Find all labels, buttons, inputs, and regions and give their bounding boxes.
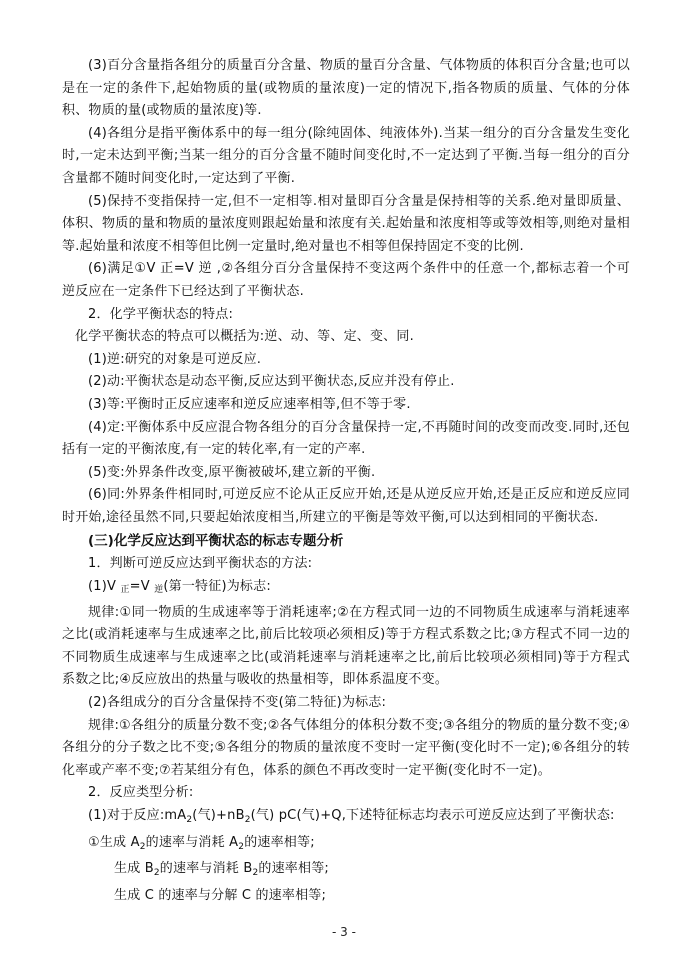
subscript: 2 [244, 815, 251, 825]
reaction-statement [62, 805, 630, 832]
feature-1: (1)逆:研究的对象是可逆反应. [88, 351, 262, 367]
feature-3: (3)等:平衡时正反应速率和逆反应速率相等,但不等于零. [88, 396, 411, 412]
feature-2: (2)动:平衡状态是动态平衡,反应达到平衡状态,反应并没有停止. [88, 374, 455, 390]
subscript-reverse: 逆 [154, 585, 164, 596]
feature-4: (4)定:平衡体系中反应混合物各组分的百分含量保持一定,不再随时间的改变而改变.同时,还包括有一定的平衡浓度,有一定的转化率,有一定的产率. [62, 419, 630, 458]
condition-part: 的速率与消耗 A [145, 834, 239, 850]
subscript: 2 [139, 841, 146, 852]
paragraph-4: (4)各组分是指平衡体系中的每一组分(除纯固体、纯液体外).当某一组分的百分含量发生变化时,一定未达到平衡;当某一组分的百分含量不随时间变化时,不一定达到了平衡.当每一组分的百分含量都不随时间变化时,一定达到了平衡. [62, 125, 630, 186]
condition-part: 的速率与消耗 B [159, 861, 253, 877]
reaction-part: (气) pC(气)+Q,下述特征标志均表示可逆反应达到了平衡状态: [250, 808, 615, 823]
subscript: 2 [252, 868, 259, 879]
feature-6: (6)同:外界条件相同时,可逆反应不论从正反应开始,还是从逆反应开始,还是正反应和逆反应同时开始,途径虽然不同,只要起始浓度相当,所建立的平衡是等效平衡,可以达到相同的平衡状态. [62, 487, 630, 525]
method-2-criterion: (2)各组成分的百分含量保持不变(第二特征)为标志: [88, 695, 387, 711]
section-2-title: 2．化学平衡状态的特点: [88, 306, 234, 322]
criterion-equals: =V [129, 579, 155, 595]
reaction-part: (气)+nB [192, 808, 245, 823]
condition-part: 生成 B [114, 861, 154, 877]
paragraph-3: (3)百分含量指各组分的质量百分含量、物质的量百分含量、气体物质的体积百分含量;也可以是在一定的条件下,起始物质的量(或物质的量浓度)一定的情况下,指各物质的质量、气体的分体积、物质的量(或物质的量浓度)等. [62, 58, 630, 119]
condition-part: 的速率相等; [244, 834, 315, 850]
document-body [62, 55, 630, 907]
subscript: 2 [153, 868, 160, 879]
rule-2: 规律:①各组分的质量分数不变;②各气体组分的体积分数不变;③各组分的物质的量分数不变;④各组分的分子数之比不变;⑤各组分的物质的量浓度不变时一定平衡(变化时不一定);⑥各组分的转化率或产率不变;⑦若某组分有色，体系的颜色不再改变时一定平衡(变化时不一定)。 [62, 717, 630, 778]
criterion-suffix: (第一特征)为标志: [163, 579, 271, 595]
condition-part: 的速率相等; [258, 861, 329, 877]
subscript: 2 [238, 841, 245, 852]
method-1-title: 1．判断可逆反应达到平衡状态的方法: [88, 556, 313, 572]
reaction-part: (1)对于反应:mA [88, 808, 187, 823]
section-3-heading: (三)化学反应达到平衡状态的标志专题分析 [88, 533, 344, 550]
section-2-intro: 化学平衡状态的特点可以概括为:逆、动、等、定、变、同. [75, 329, 414, 345]
paragraph-5: (5)保持不变指保持一定,但不一定相等.相对量即百分含量是保持相等的关系.绝对量即质量、体积、物质的量和物质的量浓度则跟起始量和浓度有关.起始量和浓度相等或等效相等,则绝对量相等.起始量和浓度不相等但比例一定量时,绝对量也不相等但保持固定不变的比例. [62, 193, 630, 254]
condition-1 [62, 832, 630, 859]
criterion-prefix: (1)V [88, 579, 121, 595]
page-number: - 3 - [332, 925, 356, 939]
feature-5: (5)变:外界条件改变,原平衡被破坏,建立新的平衡. [88, 464, 376, 480]
condition-2 [62, 858, 630, 885]
type-analysis-title: 2．反应类型分析: [88, 785, 194, 801]
subscript: 2 [186, 815, 193, 825]
paragraph-6: (6)满足①V 正=V 逆 ,②各组分百分含量保持不变这两个条件中的任意一个,都标志着一个可逆反应在一定条件下已经达到了平衡状态. [62, 261, 630, 299]
method-1-criterion [62, 576, 630, 602]
rule-1: 规律:①同一物质的生成速率等于消耗速率;②在方程式同一边的不同物质生成速率与消耗速率之比(或消耗速率与生成速率之比,前后比较项必须相反)等于方程式系数之比;③方程式不同一边的不同物质生成速率与生成速率之比(或消耗速率与消耗速率之比,前后比较项必须相同)等于方程式系数之比;④反应放出的热量与吸收的热量相等，即体系温度不变。 [62, 604, 630, 688]
subscript-forward: 正 [120, 585, 130, 596]
condition-3: 生成 C 的速率与分解 C 的速率相等; [114, 887, 327, 903]
condition-part: ①生成 A [88, 834, 140, 850]
